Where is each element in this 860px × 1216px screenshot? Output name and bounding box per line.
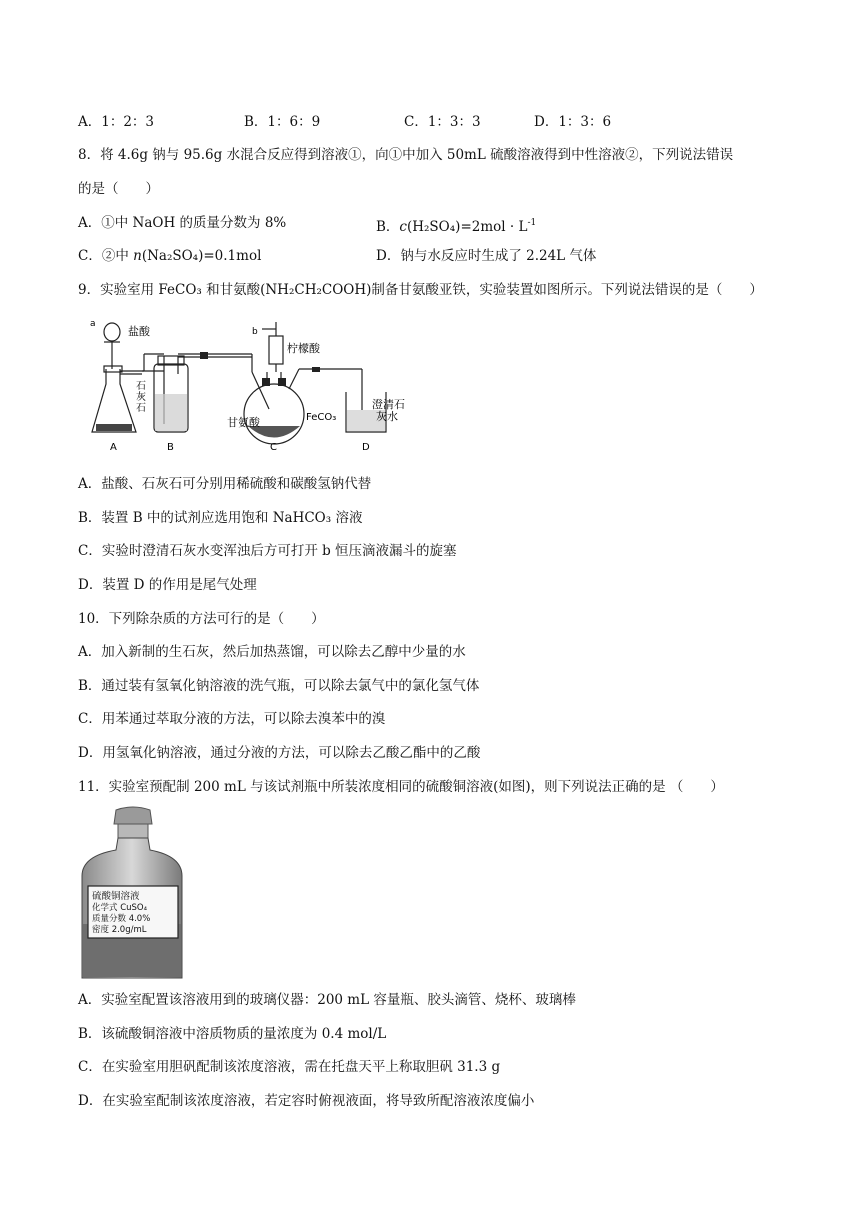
q8-option-c-rest: (Na₂SO₄)=0.1mol [141, 248, 262, 264]
q8-option-b [376, 213, 536, 237]
label-feco3: FeCO₃ [306, 412, 337, 423]
reagent-bottle-svg [78, 806, 188, 982]
bottle-label-line3: 质量分数 4.0% [92, 914, 151, 924]
reagent-bottle-figure [78, 806, 188, 982]
q8-option-a: A．①中 NaOH 的质量分数为 8% [78, 215, 287, 231]
label-limewater-2: 灰水 [376, 410, 398, 423]
label-D: D [362, 442, 370, 453]
bottle-label-line4: 密度 2.0g/mL [92, 925, 147, 935]
q8-stem-line2: 的是（ ） [78, 181, 159, 197]
label-limestone-2: 灰 [136, 392, 146, 403]
q11-stem: 11．实验室预配制 200 mL 与该试剂瓶中所装浓度相同的硫酸铜溶液(如图)，则下列说法正确的是 （ ） [78, 779, 724, 795]
q8-option-b-c: c [399, 219, 407, 235]
apparatus-figure [84, 314, 434, 456]
label-b: b [252, 327, 258, 337]
q9-option-d: D．装置 D 的作用是尾气处理 [78, 577, 257, 593]
q10-stem: 10．下列除杂质的方法可行的是（ ） [78, 611, 325, 627]
q7-option-c: C．1：3：3 [404, 114, 481, 130]
q7-option-d: D．1：3：6 [534, 114, 612, 130]
label-citric: 柠檬酸 [287, 342, 320, 355]
q8-option-c [78, 246, 261, 266]
label-hcl: 盐酸 [128, 325, 150, 338]
q9-option-a: A．盐酸、石灰石可分别用稀硫酸和碳酸氢钠代替 [78, 476, 372, 492]
q9-option-b: B．装置 B 中的试剂应选用饱和 NaHCO₃ 溶液 [78, 510, 363, 526]
q11-option-d: D．在实验室配制该浓度溶液，若定容时俯视液面，将导致所配溶液浓度偏小 [78, 1093, 535, 1109]
q10-option-d: D．用氢氧化钠溶液，通过分液的方法，可以除去乙酸乙酯中的乙酸 [78, 745, 481, 761]
q8-stem-line1: 8．将 4.6g 钠与 95.6g 水混合反应得到溶液①，向①中加入 50mL 硫酸溶液得到中性溶液②，下列说法错误 [78, 147, 734, 163]
apparatus-svg [84, 314, 434, 456]
label-limewater-1: 澄清石 [372, 398, 405, 411]
q11-option-b: B．该硫酸铜溶液中溶质物质的量浓度为 0.4 mol/L [78, 1026, 387, 1042]
label-B: B [167, 442, 174, 453]
q10-option-b: B．通过装有氢氧化钠溶液的洗气瓶，可以除去氯气中的氯化氢气体 [78, 678, 480, 694]
q11-option-c: C．在实验室用胆矾配制该浓度溶液，需在托盘天平上称取胆矾 31.3 g [78, 1059, 501, 1075]
q8-option-b-prefix: B． [376, 219, 400, 235]
label-A: A [110, 442, 117, 453]
q8-option-c-n: n [133, 248, 142, 264]
q7-option-a: A．1：2：3 [78, 114, 155, 130]
q9-stem: 9．实验室用 FeCO₃ 和甘氨酸(NH₂CH₂COOH)制备甘氨酸亚铁，实验装置如图所示。下列说法错误的是（ ） [78, 282, 763, 298]
q8-option-b-formula: (H₂SO₄) [406, 219, 461, 235]
label-a: a [90, 319, 96, 329]
label-limestone-3: 石 [136, 403, 146, 414]
q8-option-b-rest: =2mol · L [460, 219, 528, 235]
label-glycine: 甘氨酸 [227, 416, 260, 429]
q11-option-a: A．实验室配置该溶液用到的玻璃仪器：200 mL 容量瓶、胶头滴管、烧杯、玻璃棒 [78, 992, 576, 1008]
q10-option-a: A．加入新制的生石灰，然后加热蒸馏，可以除去乙醇中少量的水 [78, 644, 466, 660]
bottle-label-line1: 硫酸铜溶液 [92, 891, 140, 902]
q8-option-d: D．钠与水反应时生成了 2.24L 气体 [376, 248, 597, 264]
q10-option-c: C．用苯通过萃取分液的方法，可以除去溴苯中的溴 [78, 711, 386, 727]
q8-option-b-sup: -1 [527, 218, 537, 228]
label-C: C [270, 442, 277, 453]
q8-option-c-prefix: C．②中 [78, 248, 134, 264]
bottle-label-line2: 化学式 CuSO₄ [92, 903, 148, 913]
q9-option-c: C．实验时澄清石灰水变浑浊后方可打开 b 恒压滴液漏斗的旋塞 [78, 543, 457, 559]
q7-option-b: B．1：6：9 [244, 114, 321, 130]
label-limestone-1: 石 [136, 381, 146, 392]
